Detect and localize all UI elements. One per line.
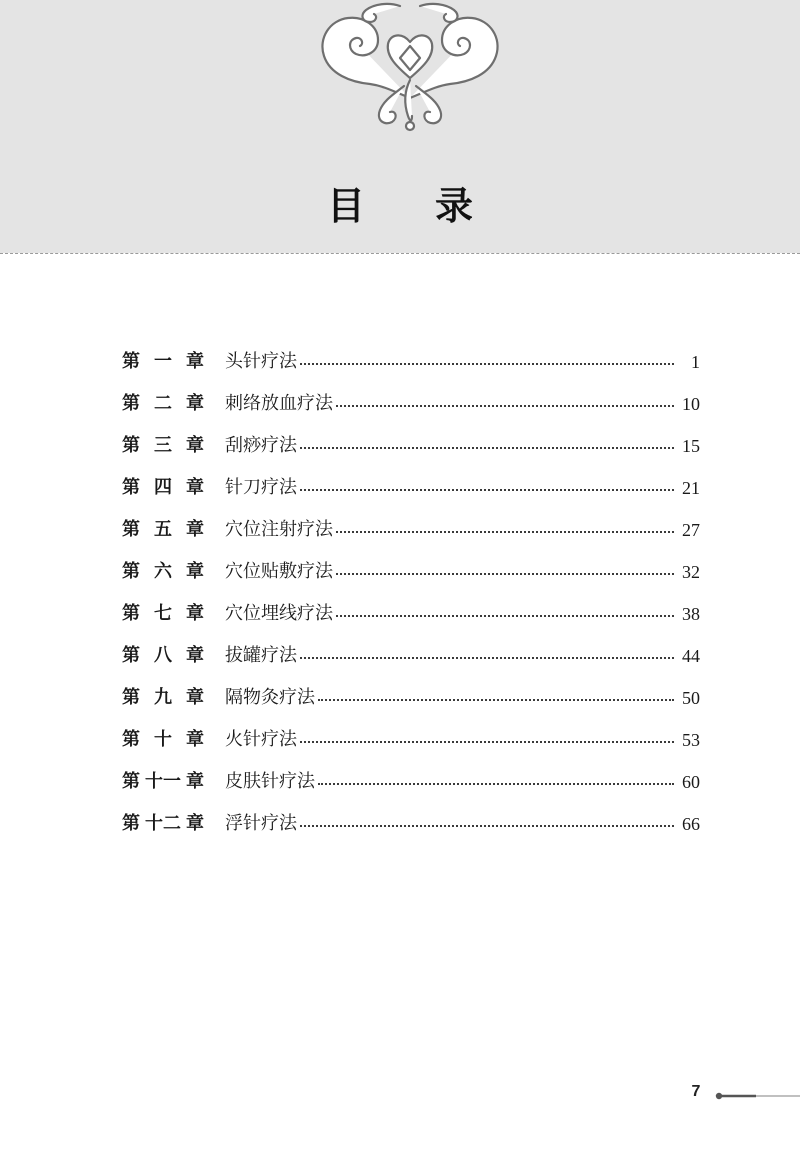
toc-chapter-number: 第 五 章: [122, 519, 204, 540]
toc-dot-leader: [300, 363, 674, 365]
toc-chapter-title: 针刀疗法: [225, 477, 297, 498]
toc-chapter-title: 刮痧疗法: [225, 435, 297, 456]
toc-dot-leader: [300, 825, 674, 827]
header-divider: [0, 253, 800, 254]
toc-dot-leader: [336, 405, 674, 407]
toc-chapter-number: 第 三 章: [122, 435, 204, 456]
toc-entry[interactable]: [122, 341, 700, 383]
toc-page-number: 15: [682, 436, 700, 456]
toc-chapter-title: 拔罐疗法: [225, 645, 297, 666]
cloud-ornament-icon: [300, 0, 520, 140]
toc-chapter-title: 隔物灸疗法: [225, 687, 315, 708]
toc-dot-leader: [318, 699, 674, 701]
toc-entry[interactable]: [122, 593, 700, 635]
toc-dot-leader: [300, 447, 674, 449]
toc-page-number: 53: [682, 730, 700, 750]
toc-entry[interactable]: [122, 425, 700, 467]
toc-page-number: 10: [682, 394, 700, 414]
page-number-rule: [714, 1092, 800, 1100]
toc-chapter-title: 刺络放血疗法: [225, 393, 333, 414]
toc-chapter-number: 第 九 章: [122, 687, 204, 708]
toc-chapter-number: 第 七 章: [122, 603, 204, 624]
toc-chapter-number: 第 六 章: [122, 561, 204, 582]
toc-chapter-number: 第 四 章: [122, 477, 204, 498]
toc-chapter-title: 浮针疗法: [225, 813, 297, 834]
toc-chapter-title: 穴位注射疗法: [225, 519, 333, 540]
page-title-char-2: 录: [435, 183, 474, 228]
toc-page-number: 50: [682, 688, 700, 708]
toc-chapter-number: 第 一 章: [122, 351, 204, 372]
toc-entry[interactable]: [122, 761, 700, 803]
toc-page-number: 1: [691, 352, 700, 372]
toc-dot-leader: [318, 783, 674, 785]
toc-entry[interactable]: [122, 383, 700, 425]
toc-page-number: 66: [682, 814, 700, 834]
toc-chapter-number: 第 十一 章: [122, 771, 204, 792]
toc-entry[interactable]: [122, 803, 700, 845]
toc-entry[interactable]: [122, 719, 700, 761]
toc-chapter-title: 穴位贴敷疗法: [225, 561, 333, 582]
page-title: [0, 172, 800, 232]
toc-chapter-title: 火针疗法: [225, 729, 297, 750]
toc-chapter-title: 皮肤针疗法: [225, 771, 315, 792]
toc-page-number: 32: [682, 562, 700, 582]
table-of-contents: [122, 341, 700, 845]
toc-dot-leader: [336, 531, 674, 533]
toc-page-number: 60: [682, 772, 700, 792]
toc-entry[interactable]: [122, 509, 700, 551]
toc-chapter-title: 穴位埋线疗法: [225, 603, 333, 624]
page-title-char-1: 目: [326, 183, 365, 228]
toc-dot-leader: [300, 741, 674, 743]
toc-page-number: 38: [682, 604, 700, 624]
toc-page-number: 44: [682, 646, 700, 666]
toc-chapter-number: 第 二 章: [122, 393, 204, 414]
toc-entry[interactable]: [122, 635, 700, 677]
toc-chapter-number: 第 十 章: [122, 729, 204, 750]
toc-chapter-number: 第 十二 章: [122, 813, 204, 834]
toc-entry[interactable]: [122, 677, 700, 719]
toc-chapter-number: 第 八 章: [122, 645, 204, 666]
toc-dot-leader: [300, 657, 674, 659]
page-number: 7: [691, 1083, 701, 1100]
toc-entry[interactable]: [122, 467, 700, 509]
toc-chapter-title: 头针疗法: [225, 351, 297, 372]
toc-dot-leader: [300, 489, 674, 491]
toc-entry[interactable]: [122, 551, 700, 593]
toc-dot-leader: [336, 573, 674, 575]
toc-page-number: 27: [682, 520, 700, 540]
toc-dot-leader: [336, 615, 674, 617]
toc-page-number: 21: [682, 478, 700, 498]
